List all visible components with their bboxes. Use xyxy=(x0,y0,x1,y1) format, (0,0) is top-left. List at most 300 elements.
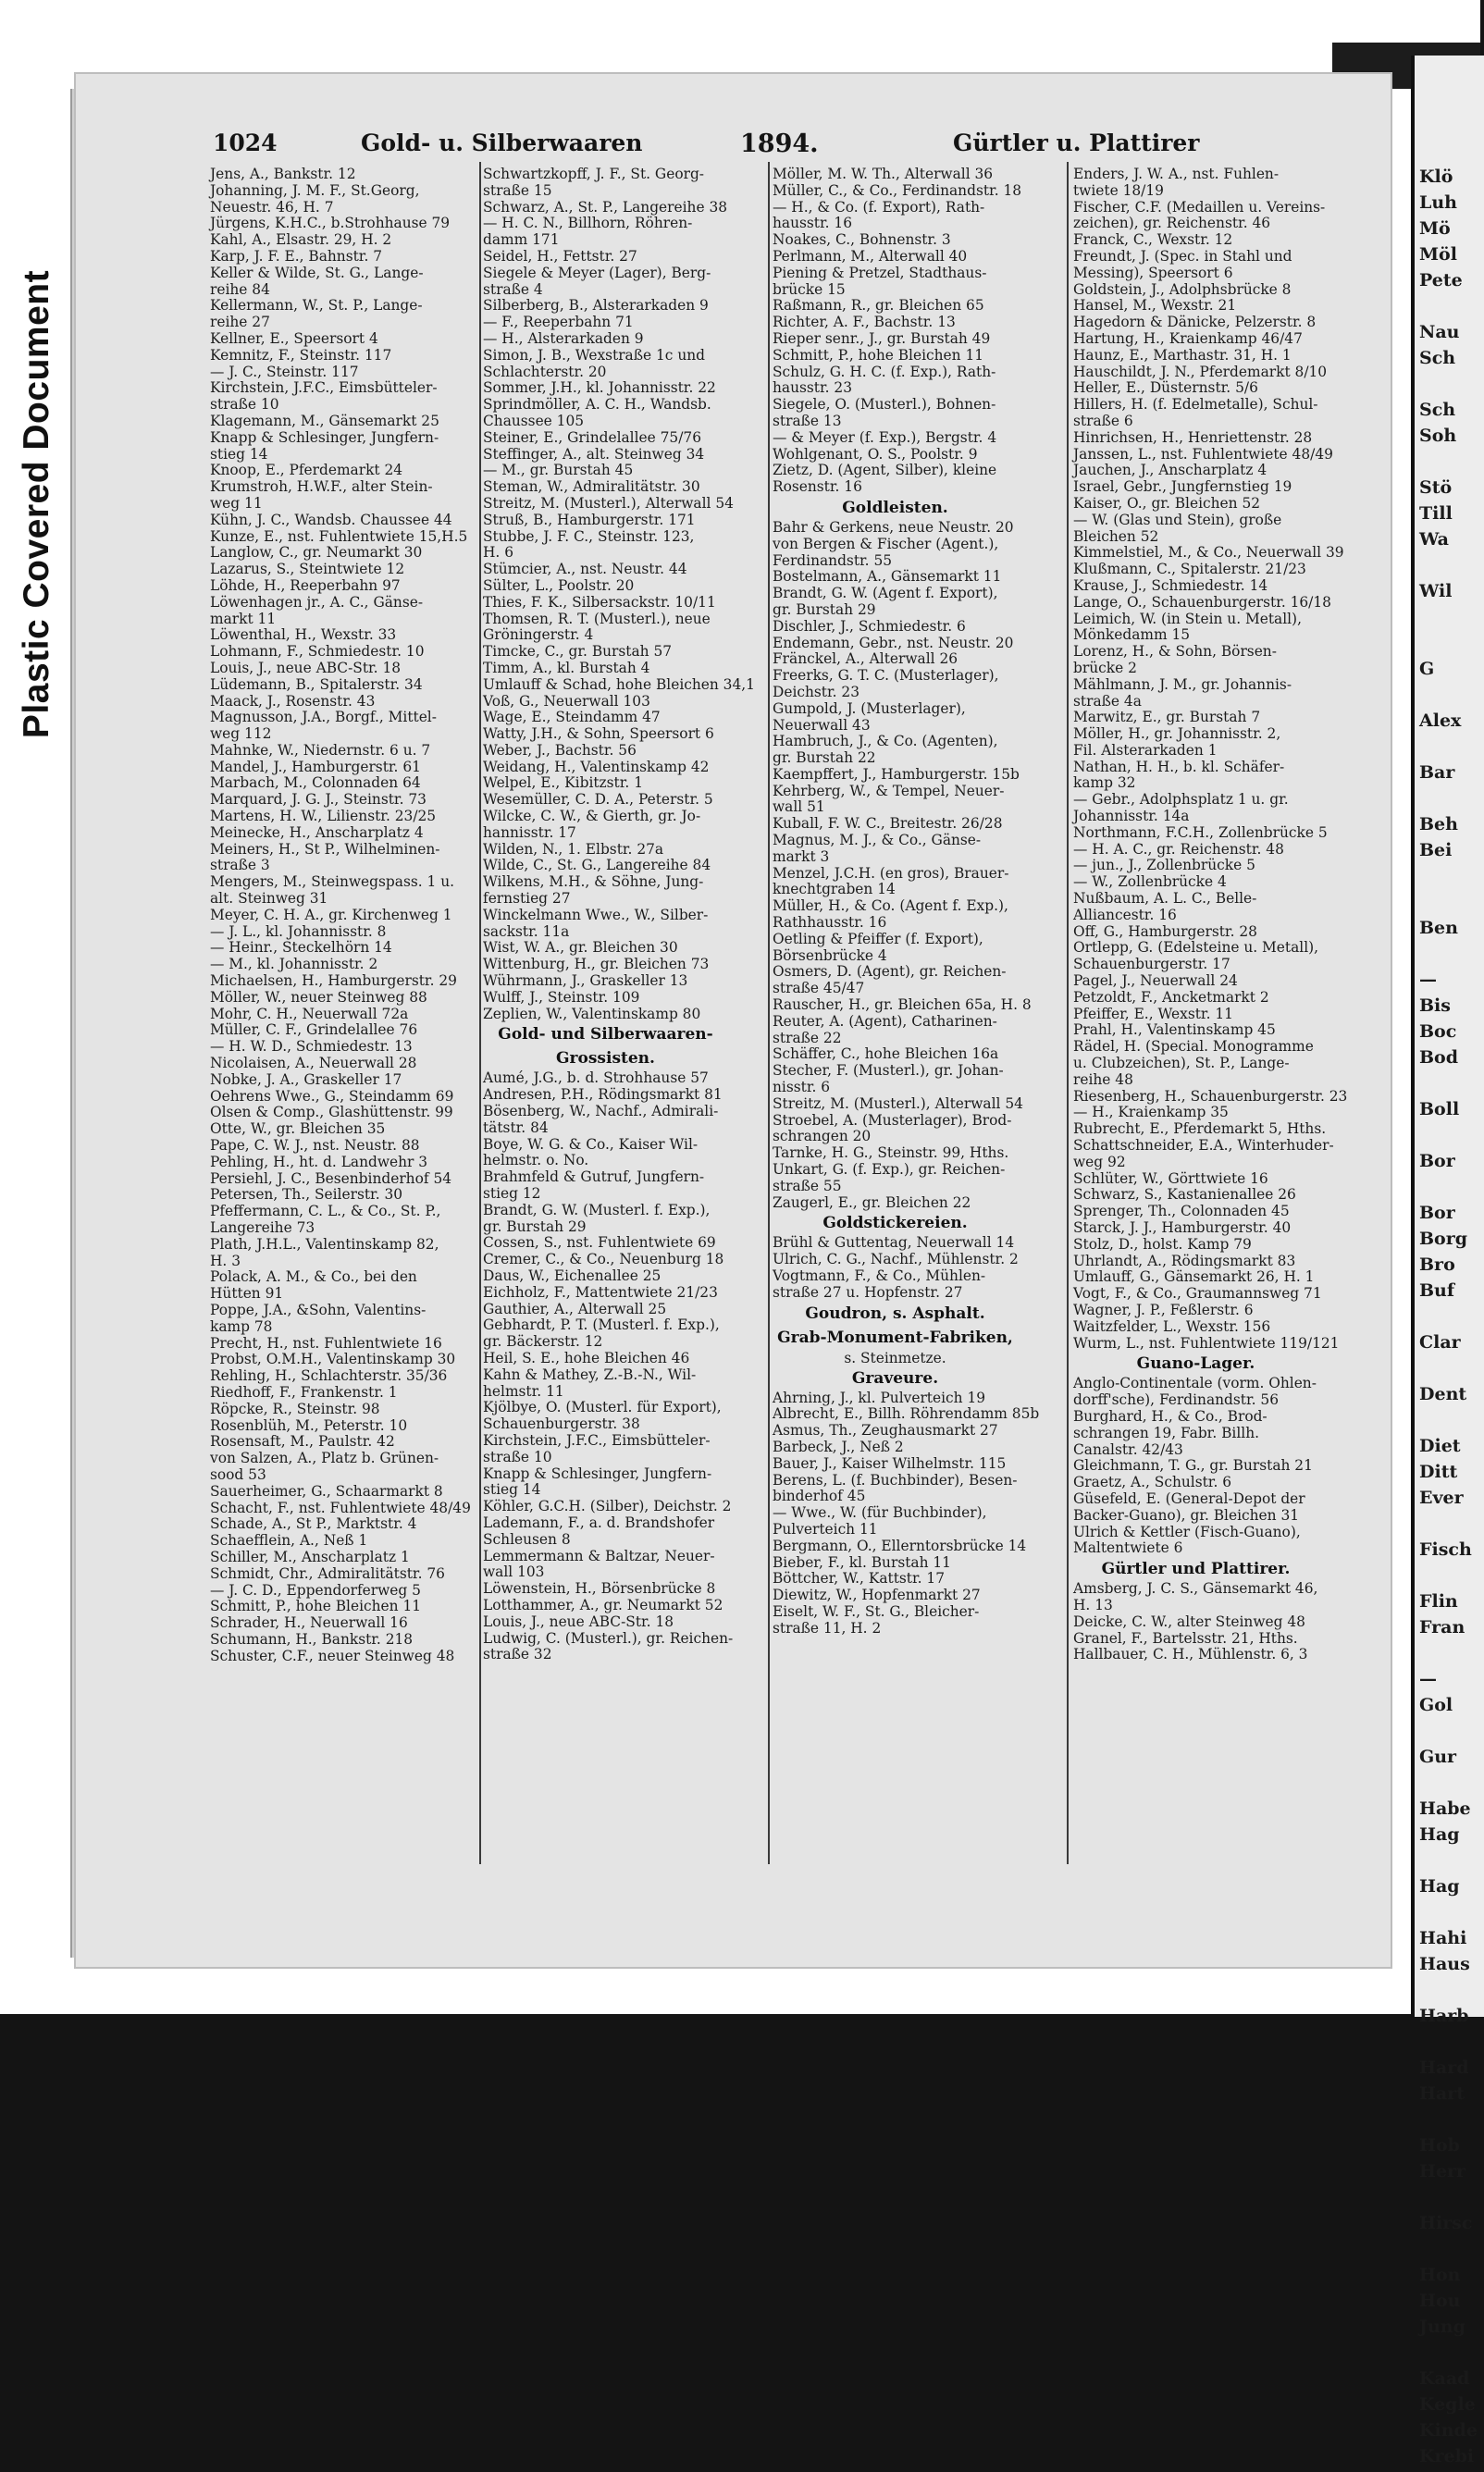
directory-entry-line: Kehrberg, W., & Tempel, Neuer- xyxy=(773,782,1005,799)
facing-page-fragment: Bor xyxy=(1419,1203,1455,1223)
directory-entry-line: Anglo-Continentale (vorm. Ohlen- xyxy=(1073,1375,1317,1392)
directory-entry-line: Schauenburgerstr. 17 xyxy=(1073,956,1230,973)
directory-entry-line: Israel, Gebr., Jungfernstieg 19 xyxy=(1073,478,1292,496)
facing-page-fragment: G xyxy=(1419,659,1435,679)
facing-page-fragment xyxy=(1419,555,1480,581)
facing-page-fragment xyxy=(1419,944,1480,970)
directory-entry-line: Bostelmann, A., Gänsemarkt 11 xyxy=(773,568,1002,586)
facing-page-fragment xyxy=(1419,1980,1480,2006)
directory-entry-line: Barbeck, J., Neß 2 xyxy=(773,1438,904,1455)
facing-page-fragment: Boc xyxy=(1419,1021,1457,1042)
facing-page-fragment: Hard xyxy=(1419,2058,1469,2078)
facing-page-fragment: Nau xyxy=(1419,322,1460,342)
directory-entry-line: Pfeiffer, E., Wexstr. 11 xyxy=(1073,1005,1233,1022)
directory-entry-line: Petersen, Th., Seilerstr. 30 xyxy=(210,1186,403,1204)
directory-entry-line: Stubbe, J. F. C., Steinstr. 123, xyxy=(483,527,695,545)
directory-entry-line: Schlüter, W., Görttwiete 16 xyxy=(1073,1169,1268,1187)
facing-page-fragment: Hon xyxy=(1419,2265,1461,2285)
facing-page-fragment xyxy=(1419,1073,1480,1099)
directory-entry-line: — J. L., kl. Johannisstr. 8 xyxy=(210,922,387,940)
facing-page-fragment: Borg xyxy=(1419,1229,1468,1249)
directory-entry-line: Riesenberg, H., Schauenburgerstr. 23 xyxy=(1073,1087,1348,1105)
directory-entry-line: Böttcher, W., Kattstr. 17 xyxy=(773,1570,945,1588)
directory-entry-line: Marquard, J. G. J., Steinstr. 73 xyxy=(210,791,427,809)
directory-entry-line: Amsberg, J. C. S., Gänsemarkt 46, xyxy=(1073,1580,1318,1598)
directory-entry-line: Schade, A., St P., Marktstr. 4 xyxy=(210,1515,417,1533)
facing-page-fragment: Pete xyxy=(1419,270,1463,290)
directory-entry-line: Fil. Alsterarkaden 1 xyxy=(1073,741,1218,759)
directory-entry-line: Reuter, A. (Agent), Catharinen- xyxy=(773,1012,997,1030)
facing-page-fragment xyxy=(1419,1850,1480,1876)
directory-entry-line: Hauschildt, J. N., Pferdemarkt 8/10 xyxy=(1073,363,1328,380)
facing-page-fragment: Jung xyxy=(1419,2317,1465,2337)
directory-entry-line: schrangen 19, Fabr. Billh. xyxy=(1073,1424,1260,1441)
directory-entry-line: Lazarus, S., Steintwiete 12 xyxy=(210,561,405,578)
directory-entry-line: Ulrich & Kettler (Fisch-Guano), xyxy=(1073,1523,1301,1540)
directory-entry-line: Plath, J.H.L., Valentinskamp 82, xyxy=(210,1235,439,1253)
facing-page-fragment: Buf xyxy=(1419,1280,1455,1301)
directory-entry-line: Rosensaft, M., Paulstr. 42 xyxy=(210,1433,395,1451)
directory-entry-line: helmstr. o. No. xyxy=(483,1152,589,1169)
directory-entry-line: Uhrlandt, A., Rödingsmarkt 83 xyxy=(1073,1252,1296,1269)
facing-page-fragment: Fran xyxy=(1419,1617,1465,1638)
facing-page-fragment: Bor xyxy=(1419,1151,1455,1171)
directory-entry-line: Steman, W., Admiralitätstr. 30 xyxy=(483,478,700,496)
directory-entry-line: Hansel, M., Wexstr. 21 xyxy=(1073,297,1237,315)
directory-entry-line: Waitzfelder, L., Wexstr. 156 xyxy=(1073,1317,1271,1335)
facing-page-fragment: Stö xyxy=(1419,477,1453,498)
directory-entry-line: Kjölbye, O. (Musterl. für Export), xyxy=(483,1399,722,1416)
directory-entry-line: Bleichen 52 xyxy=(1073,527,1159,545)
directory-entry-line: Pulverteich 11 xyxy=(773,1520,878,1538)
facing-page-fragment: Dent xyxy=(1419,1384,1467,1404)
directory-entry-line: von Salzen, A., Platz b. Grünen- xyxy=(210,1450,439,1467)
directory-entry-line: stieg 14 xyxy=(483,1481,541,1499)
directory-entry-line: Maltentwiete 6 xyxy=(1073,1539,1183,1557)
directory-entry-line: Wührmann, J., Graskeller 13 xyxy=(483,972,688,990)
directory-entry-line: Martens, H. W., Lilienstr. 23/25 xyxy=(210,808,437,825)
directory-entry-line: Schumann, H., Bankstr. 218 xyxy=(210,1630,414,1648)
directory-entry-line: Fischer, C.F. (Medaillen u. Vereins- xyxy=(1073,198,1326,216)
directory-entry-line: Schattschneider, E.A., Winterhuder- xyxy=(1073,1137,1334,1155)
directory-entry-line: Börsenbrücke 4 xyxy=(773,946,887,964)
directory-entry-line: Röpcke, R., Steinstr. 98 xyxy=(210,1400,380,1417)
directory-entry-line: Neuestr. 46, H. 7 xyxy=(210,198,334,216)
directory-entry-line: Brahmfeld & Gutruf, Jungfern- xyxy=(483,1168,705,1186)
directory-entry-line: Pehling, H., ht. d. Landwehr 3 xyxy=(210,1153,428,1170)
directory-entry-line: — jun., J., Zollenbrücke 5 xyxy=(1073,857,1255,874)
directory-entry-line: Kunze, E., nst. Fuhlentwiete 15,H.5 xyxy=(210,527,468,545)
directory-entry-line: Steffinger, A., alt. Steinweg 34 xyxy=(483,445,705,463)
directory-entry-line: Kahn & Mathey, Z.-B.-N., Wil- xyxy=(483,1366,697,1383)
directory-entry-line: Sprenger, Th., Colonnaden 45 xyxy=(1073,1203,1290,1220)
facing-page-fragment xyxy=(1419,1565,1480,1591)
directory-entry-line: Jürgens, K.H.C., b.Strohhause 79 xyxy=(210,215,451,232)
column-rule xyxy=(768,162,770,1864)
directory-entry-line: Pfeffermann, C. L., & Co., St. P., xyxy=(210,1203,441,1220)
directory-entry-line: Ahrning, J., kl. Pulverteich 19 xyxy=(773,1389,986,1406)
section-heading: Grab-Monument-Fabriken, xyxy=(777,1328,1013,1347)
directory-entry-line: Sauerheimer, G., Schaarmarkt 8 xyxy=(210,1482,443,1500)
directory-entry-line: Granel, F., Bartelsstr. 21, Hths. xyxy=(1073,1629,1298,1647)
directory-entry-line: kamp 78 xyxy=(210,1317,273,1335)
directory-entry-line: Schwarz, A., St. P., Langereihe 38 xyxy=(483,198,728,216)
directory-entry-line: Lange, O., Schauenburgerstr. 16/18 xyxy=(1073,593,1331,611)
directory-entry-line: Michaelsen, H., Hamburgerstr. 29 xyxy=(210,972,457,990)
directory-entry-line: — W. (Glas und Stein), große xyxy=(1073,511,1282,528)
section-heading: Gold- und Silberwaaren- xyxy=(498,1025,713,1044)
directory-entry-line: — J. C., Steinstr. 117 xyxy=(210,363,359,380)
directory-entry-line: Magnus, M. J., & Co., Gänse- xyxy=(773,832,982,849)
directory-entry-line: Winckelmann Wwe., W., Silber- xyxy=(483,906,709,923)
directory-entry-line: straße 15 xyxy=(483,181,552,199)
directory-entry-line: Sommer, J.H., kl. Johannisstr. 22 xyxy=(483,379,716,397)
directory-entry-line: Löwenhagen jr., A. C., Gänse- xyxy=(210,593,424,611)
section-heading: Guano-Lager. xyxy=(1136,1354,1255,1374)
directory-entry-line: weg 112 xyxy=(210,725,272,743)
directory-entry-line: — H., & Co. (f. Export), Rath- xyxy=(773,198,985,216)
directory-column-2 xyxy=(483,166,755,1663)
directory-entry-line: Olsen & Comp., Glashüttenstr. 99 xyxy=(210,1104,453,1121)
directory-entry-line: Kimmelstiel, M., & Co., Neuerwall 39 xyxy=(1073,544,1344,562)
directory-entry-line: Vogtmann, F., & Co., Mühlen- xyxy=(773,1267,986,1284)
page-number: 1024 xyxy=(213,130,278,156)
directory-entry-line: Dischler, J., Schmiedestr. 6 xyxy=(773,617,966,635)
directory-entry-line: Watty, J.H., & Sohn, Speersort 6 xyxy=(483,725,714,743)
directory-entry-line: fernstieg 27 xyxy=(483,890,571,908)
directory-entry-line: Wohlgenant, O. S., Poolstr. 9 xyxy=(773,445,978,463)
directory-entry-line: Wage, E., Steindamm 47 xyxy=(483,709,661,726)
section-heading: Gürtler und Plattirer. xyxy=(1101,1560,1291,1579)
directory-entry-line: Steiner, E., Grindelallee 75/76 xyxy=(483,428,701,446)
directory-entry-line: Johanning, J. M. F., St.Georg, xyxy=(210,181,420,199)
directory-entry-line: Wulff, J., Steinstr. 109 xyxy=(483,988,640,1006)
directory-entry-line: Osmers, D. (Agent), gr. Reichen- xyxy=(773,963,1007,981)
directory-entry-line: Klußmann, C., Spitalerstr. 21/23 xyxy=(1073,561,1306,578)
directory-entry-line: Kuball, F. W. C., Breitestr. 26/28 xyxy=(773,815,1003,833)
directory-entry-line: Güsefeld, E. (General-Depot der xyxy=(1073,1489,1305,1507)
directory-entry-line: Rauscher, H., gr. Bleichen 65a, H. 8 xyxy=(773,996,1032,1014)
directory-entry-line: — J. C. D., Eppendorferweg 5 xyxy=(210,1581,421,1599)
directory-entry-line: Bahr & Gerkens, neue Neustr. 20 xyxy=(773,518,1014,536)
directory-entry-line: Gumpold, J. (Musterlager), xyxy=(773,699,966,717)
facing-page-fragment xyxy=(1419,736,1480,762)
directory-entry-line: Knoop, E., Pferdemarkt 24 xyxy=(210,462,403,479)
directory-entry-line: Gleichmann, T. G., gr. Burstah 21 xyxy=(1073,1457,1313,1475)
directory-entry-line: — H. W. D., Schmiedestr. 13 xyxy=(210,1038,413,1056)
facing-page-fragment xyxy=(1419,1177,1480,1203)
directory-entry-line: Lohmann, F., Schmiedestr. 10 xyxy=(210,643,425,661)
directory-entry-line: Hagedorn & Dänicke, Pelzerstr. 8 xyxy=(1073,314,1317,331)
directory-entry-line: Andresen, P.H., Rödingsmarkt 81 xyxy=(483,1086,723,1104)
directory-entry-line: Silberberg, B., Alsterarkaden 9 xyxy=(483,297,709,315)
directory-entry-line: Schacht, F., nst. Fuhlentwiete 48/49 xyxy=(210,1499,471,1516)
directory-entry-line: weg 11 xyxy=(210,494,263,512)
facing-page-fragment xyxy=(1419,451,1480,477)
facing-page-fragment: Klö xyxy=(1419,167,1453,187)
side-label-text: Plastic Covered Document xyxy=(17,269,56,739)
directory-entry-line: Umlauff, G., Gänsemarkt 26, H. 1 xyxy=(1073,1268,1315,1286)
facing-page-fragment: Bar xyxy=(1419,762,1455,783)
directory-entry-line: markt 11 xyxy=(210,610,277,627)
directory-entry-line: knechtgraben 14 xyxy=(773,881,896,898)
directory-entry-line: brücke 2 xyxy=(1073,659,1137,676)
directory-entry-line: Lemmermann & Baltzar, Neuer- xyxy=(483,1547,715,1564)
directory-entry-line: H. 6 xyxy=(483,544,513,562)
directory-entry-line: Pape, C. W. J., nst. Neustr. 88 xyxy=(210,1137,420,1155)
directory-entry-line: von Bergen & Fischer (Agent.), xyxy=(773,535,999,552)
directory-entry-line: Ulrich, C. G., Nachf., Mühlenstr. 2 xyxy=(773,1251,1019,1268)
section-heading: Grossisten. xyxy=(556,1049,655,1069)
directory-entry-line: Eiselt, W. F., St. G., Bleicher- xyxy=(773,1602,980,1620)
directory-entry-line: Schiller, M., Anscharplatz 1 xyxy=(210,1548,410,1565)
directory-entry-line: Maack, J., Rosenstr. 43 xyxy=(210,692,376,710)
directory-entry-line: Deicke, C. W., alter Steinweg 48 xyxy=(1073,1613,1305,1630)
directory-entry-line: Rathhausstr. 16 xyxy=(773,914,887,932)
directory-entry-line: straße 22 xyxy=(773,1029,842,1046)
directory-entry-line: Hallbauer, C. H., Mühlenstr. 6, 3 xyxy=(1073,1646,1308,1663)
directory-entry-line: Eichholz, F., Mattentwiete 21/23 xyxy=(483,1283,718,1301)
directory-entry-line: Sprindmöller, A. C. H., Wandsb. xyxy=(483,396,711,414)
directory-entry-line: Otte, W., gr. Bleichen 35 xyxy=(210,1120,386,1138)
running-head-right: Gürtler u. Plattirer xyxy=(953,130,1200,156)
facing-page-fragment: Soh xyxy=(1419,426,1457,446)
directory-entry-line: Heller, E., Düsternstr. 5/6 xyxy=(1073,379,1258,397)
facing-page-fragment: Bis xyxy=(1419,995,1451,1016)
directory-entry-line: sood 53 xyxy=(210,1465,266,1483)
directory-entry-line: Schlachterstr. 20 xyxy=(483,363,607,380)
directory-entry-line: Endemann, Gebr., nst. Neustr. 20 xyxy=(773,634,1014,651)
directory-entry-line: Möller, M. W. Th., Alterwall 36 xyxy=(773,166,994,182)
directory-entry-line: reihe 84 xyxy=(210,280,270,298)
directory-entry-line: Zeplien, W., Valentinskamp 80 xyxy=(483,1005,701,1022)
facing-page-fragment: Gol xyxy=(1419,1695,1453,1715)
facing-page-fragment: Kegle xyxy=(1419,2394,1476,2415)
facing-page-fragment: Kinde xyxy=(1419,2420,1478,2441)
directory-entry-line: Berens, L. (f. Buchbinder), Besen- xyxy=(773,1471,1018,1489)
facing-page-fragment: Möl xyxy=(1419,244,1457,265)
directory-entry-line: H. 3 xyxy=(210,1252,241,1269)
directory-entry-line: Kellner, E., Speersort 4 xyxy=(210,329,378,347)
directory-entry-line: sackstr. 11a xyxy=(483,922,570,940)
facing-page-fragment: Kaad xyxy=(1419,2368,1470,2389)
facing-page-fragment: Bro xyxy=(1419,1255,1455,1275)
directory-entry-line: Mählmann, J. M., gr. Johannis- xyxy=(1073,675,1292,693)
directory-entry-line: straße 11, H. 2 xyxy=(773,1619,882,1637)
directory-entry-line: straße 6 xyxy=(1073,412,1133,429)
facing-page-fragment: Bei xyxy=(1419,840,1453,860)
directory-entry-line: Timcke, C., gr. Burstah 57 xyxy=(483,643,673,661)
directory-entry-line: dorff'sche), Ferdinandstr. 56 xyxy=(1073,1391,1280,1409)
directory-entry-line: — & Meyer (f. Exp.), Bergstr. 4 xyxy=(773,428,997,446)
facing-page-fragment xyxy=(1419,685,1480,711)
directory-entry-line: Wilcke, C. W., & Gierth, gr. Jo- xyxy=(483,808,701,825)
directory-entry-line: Müller, C., & Co., Ferdinandstr. 18 xyxy=(773,181,1022,199)
directory-entry-line: Schrader, H., Neuerwall 16 xyxy=(210,1614,408,1632)
facing-page-fragment: Sch xyxy=(1419,348,1456,368)
directory-entry-line: reihe 48 xyxy=(1073,1070,1133,1088)
directory-entry-line: Enders, J. W. A., nst. Fuhlen- xyxy=(1073,166,1280,182)
directory-entry-line: Johannisstr. 14a xyxy=(1073,808,1190,825)
directory-entry-line: straße 4a xyxy=(1073,692,1142,710)
directory-entry-line: Persiehl, J. C., Besenbinderhof 54 xyxy=(210,1169,452,1187)
directory-entry-line: Meinecke, H., Anscharplatz 4 xyxy=(210,823,424,841)
directory-entry-line: stieg 12 xyxy=(483,1185,541,1203)
directory-entry-line: Timm, A., kl. Burstah 4 xyxy=(483,659,650,676)
directory-entry-line: Rubrecht, E., Pferdemarkt 5, Hths. xyxy=(1073,1120,1327,1138)
facing-page-fragment: Herr xyxy=(1419,2161,1466,2182)
directory-entry-line: Simon, J. B., Wexstraße 1c und xyxy=(483,346,705,364)
directory-entry-line: Prahl, H., Valentinskamp 45 xyxy=(1073,1021,1276,1039)
directory-entry-line: Struß, B., Hamburgerstr. 171 xyxy=(483,511,696,528)
directory-entry-line: Graetz, A., Schulstr. 6 xyxy=(1073,1474,1232,1491)
facing-page-fragment xyxy=(1419,1643,1480,1669)
directory-entry-line: gr. Burstah 22 xyxy=(773,749,876,767)
facing-page-fragment: Harb xyxy=(1419,2006,1469,2026)
directory-entry-line: Franck, C., Wexstr. 12 xyxy=(1073,231,1233,249)
facing-page-fragment: Boll xyxy=(1419,1099,1460,1119)
directory-entry-line: Schaefflein, A., Neß 1 xyxy=(210,1532,368,1550)
directory-entry-line: Mönkedamm 15 xyxy=(1073,626,1191,644)
directory-entry-line: Lademann, F., a. d. Brandshofer xyxy=(483,1514,715,1531)
directory-entry-line: Bieber, F., kl. Burstah 11 xyxy=(773,1553,951,1571)
directory-entry-line: Alliancestr. 16 xyxy=(1073,906,1177,923)
facing-page-fragment: Hag xyxy=(1419,1876,1460,1897)
directory-entry-line: Nußbaum, A. L. C., Belle- xyxy=(1073,890,1257,908)
directory-entry-line: Louis, J., neue ABC-Str. 18 xyxy=(483,1613,674,1630)
directory-entry-line: straße 32 xyxy=(483,1646,552,1663)
directory-entry-line: Stümcier, A., nst. Neustr. 44 xyxy=(483,561,687,578)
directory-entry-line: Schmitt, P., hohe Bleichen 11 xyxy=(210,1598,422,1615)
directory-entry-line: Jens, A., Bankstr. 12 xyxy=(210,166,356,182)
directory-entry-line: Wagner, J. P., Feßlerstr. 6 xyxy=(1073,1301,1254,1318)
directory-entry-line: Poppe, J.A., &Sohn, Valentins- xyxy=(210,1301,427,1318)
facing-page-fragment: Krebi xyxy=(1419,2446,1475,2466)
directory-entry-line: Petzoldt, F., Ancketmarkt 2 xyxy=(1073,988,1269,1006)
directory-entry-line: Umlauff & Schad, hohe Bleichen 34,1 xyxy=(483,675,755,693)
directory-entry-line: straße 13 xyxy=(773,412,842,429)
directory-entry-line: Hillers, H. (f. Edelmetalle), Schul- xyxy=(1073,396,1318,414)
facing-page-fragment: Clar xyxy=(1419,1332,1461,1353)
column-rule xyxy=(479,162,481,1864)
directory-entry-line: Wilde, C., St. G., Langereihe 84 xyxy=(483,857,711,874)
directory-entry-line: Krumstroh, H.W.F., alter Stein- xyxy=(210,478,433,496)
directory-entry-line: Chaussee 105 xyxy=(483,412,585,429)
directory-column-4 xyxy=(1073,166,1348,1663)
directory-entry-line: — H. A. C., gr. Reichenstr. 48 xyxy=(1073,840,1284,858)
directory-entry-line: Daus, W., Eichenallee 25 xyxy=(483,1267,662,1284)
directory-entry-line: binderhof 45 xyxy=(773,1488,866,1505)
directory-entry-line: kamp 32 xyxy=(1073,774,1136,792)
directory-column-1 xyxy=(210,166,471,1665)
directory-entry-line: Gauthier, A., Alterwall 25 xyxy=(483,1300,667,1317)
directory-entry-line: Knapp & Schlesinger, Jungfern- xyxy=(483,1465,712,1482)
directory-entry-line: straße 3 xyxy=(210,857,270,874)
directory-entry-line: u. Clubzeichen), St. P., Lange- xyxy=(1073,1055,1290,1072)
directory-entry-line: Oetling & Pfeiffer (f. Export), xyxy=(773,930,983,947)
facing-page-fragment: Ever xyxy=(1419,1488,1464,1508)
directory-entry-line: Schmitt, P., hohe Bleichen 11 xyxy=(773,346,984,364)
facing-page-fragment: — xyxy=(1419,970,1437,990)
directory-entry-line: straße 45/47 xyxy=(773,980,865,997)
directory-entry-line: straße 4 xyxy=(483,280,543,298)
facing-page-fragment: Diet xyxy=(1419,1436,1461,1456)
directory-entry-line: — Wwe., W. (für Buchbinder), xyxy=(773,1504,987,1522)
running-head-left: Gold- u. Silberwaaren xyxy=(361,130,643,156)
directory-entry-line: Leimich, W. (in Stein u. Metall), xyxy=(1073,610,1302,627)
directory-entry-line: Seidel, H., Fettstr. 27 xyxy=(483,247,637,265)
directory-entry-line: Gröningerstr. 4 xyxy=(483,626,594,644)
facing-page-fragment: Mö xyxy=(1419,218,1451,239)
directory-entry-line: Heil, S. E., hohe Bleichen 46 xyxy=(483,1349,690,1366)
directory-entry-line: Nathan, H. H., b. kl. Schäfer- xyxy=(1073,758,1285,775)
facing-page-fragment xyxy=(1419,1773,1480,1798)
directory-entry-line: zeichen), gr. Reichenstr. 46 xyxy=(1073,215,1271,232)
directory-entry-line: Boye, W. G. & Co., Kaiser Wil- xyxy=(483,1135,699,1153)
facing-page-fragment: Ditt xyxy=(1419,1462,1458,1482)
directory-entry-line: helmstr. 11 xyxy=(483,1382,564,1400)
directory-entry-line: Brandt, G. W. (Musterl. f. Exp.), xyxy=(483,1201,711,1218)
directory-entry-line: Backer-Guano), gr. Bleichen 31 xyxy=(1073,1506,1300,1524)
directory-entry-line: Lüdemann, B., Spitalerstr. 34 xyxy=(210,675,423,693)
directory-entry-line: Thies, F. K., Silbersackstr. 10/11 xyxy=(483,593,716,611)
directory-entry-line: Rosenstr. 16 xyxy=(773,478,862,496)
directory-entry-line: Zaugerl, E., gr. Bleichen 22 xyxy=(773,1193,971,1211)
directory-entry-line: Wilden, N., 1. Elbstr. 27a xyxy=(483,840,664,858)
facing-page-fragment xyxy=(1419,633,1480,659)
directory-entry-line: Meiners, H., St P., Wilhelminen- xyxy=(210,840,440,858)
directory-entry-line: straße 10 xyxy=(210,396,279,414)
directory-entry-line: Unkart, G. (f. Exp.), gr. Reichen- xyxy=(773,1161,1006,1179)
directory-entry-line: Streitz, M. (Musterl.), Alterwall 54 xyxy=(773,1094,1023,1112)
directory-entry-line: Wurm, L., nst. Fuhlentwiete 119/121 xyxy=(1073,1334,1340,1352)
directory-entry-line: Wist, W. A., gr. Bleichen 30 xyxy=(483,939,678,957)
directory-entry-line: stieg 14 xyxy=(210,445,268,463)
directory-entry-line: Perlmann, M., Alterwall 40 xyxy=(773,247,968,265)
directory-entry-line: — Heinr., Steckelhörn 14 xyxy=(210,939,392,957)
facing-page-fragment: — xyxy=(1419,1669,1437,1689)
directory-entry-line: wall 103 xyxy=(483,1564,545,1581)
directory-entry-line: straße 55 xyxy=(773,1177,842,1194)
directory-entry-line: Aumé, J.G., b. d. Strohhause 57 xyxy=(483,1069,709,1087)
facing-page-fragment: Hou xyxy=(1419,2291,1461,2311)
facing-page-fragment: Haus xyxy=(1419,1954,1470,1974)
facing-page-fragment xyxy=(1419,2032,1480,2058)
directory-entry-line: Riedhoff, F., Frankenstr. 1 xyxy=(210,1383,398,1401)
directory-entry-line: Hambruch, J., & Co. (Agenten), xyxy=(773,733,998,750)
facing-page-fragment xyxy=(1419,2342,1480,2368)
directory-entry-line: Polack, A. M., & Co., bei den xyxy=(210,1268,417,1286)
facing-page-fragment: Hart xyxy=(1419,2083,1465,2104)
directory-entry-line: H. 13 xyxy=(1073,1596,1113,1613)
directory-entry-line: — F., Reeperbahn 71 xyxy=(483,314,634,331)
directory-entry-line: tätstr. 84 xyxy=(483,1119,549,1136)
directory-entry-line: Knapp & Schlesinger, Jungfern- xyxy=(210,428,439,446)
directory-entry-line: Schauenburgerstr. 38 xyxy=(483,1415,640,1433)
directory-entry-line: Starck, J. J., Hamburgerstr. 40 xyxy=(1073,1219,1292,1236)
facing-page-fragment xyxy=(1419,1902,1480,1928)
directory-entry-line: — H., Kraienkamp 35 xyxy=(1073,1104,1229,1121)
directory-entry-line: Louis, J., neue ABC-Str. 18 xyxy=(210,659,402,676)
directory-entry-line: brücke 15 xyxy=(773,280,846,298)
directory-entry-line: Probst, O.M.H., Valentinskamp 30 xyxy=(210,1351,456,1368)
directory-entry-line: Löwenstein, H., Börsenbrücke 8 xyxy=(483,1580,716,1598)
directory-entry-line: Weidang, H., Valentinskamp 42 xyxy=(483,758,710,775)
directory-entry-line: Burghard, H., & Co., Brod- xyxy=(1073,1407,1268,1425)
directory-entry-line: gr. Burstah 29 xyxy=(483,1217,587,1235)
directory-entry-line: Weber, J., Bachstr. 56 xyxy=(483,741,637,759)
directory-entry-line: gr. Burstah 29 xyxy=(773,600,876,618)
